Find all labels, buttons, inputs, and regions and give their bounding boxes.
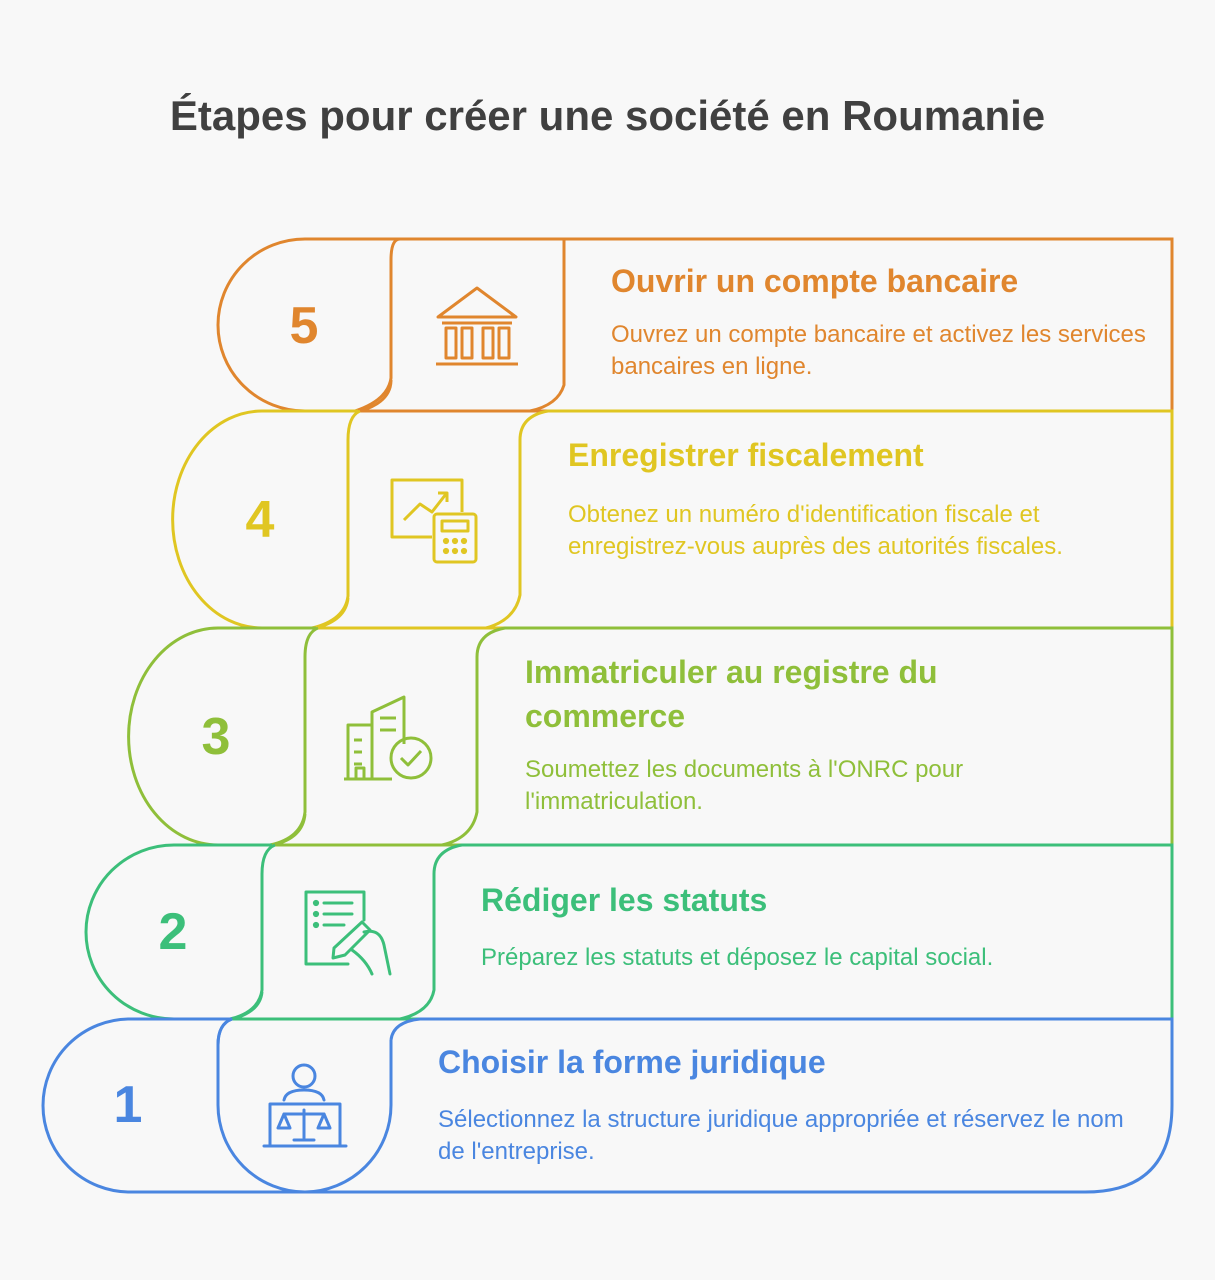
step-5-description: Ouvrez un compte bancaire et activez les services bancaires en ligne.	[611, 321, 1146, 380]
step-1-number: 1	[113, 1076, 143, 1134]
step-1-description: Sélectionnez la structure juridique appropriée et réservez le nom de l'entreprise.	[438, 1106, 1124, 1165]
step-3-description: Soumettez les documents à l'ONRC pour l'immatriculation.	[525, 756, 964, 815]
step-2-number: 2	[158, 903, 188, 961]
step-5-number: 5	[289, 297, 319, 355]
step-5-title: Ouvrir un compte bancaire	[611, 263, 1019, 299]
step-1-text	[438, 1040, 1138, 1168]
step-3-text	[525, 650, 1025, 818]
step-2-title: Rédiger les statuts	[481, 882, 768, 918]
step-4-title: Enregistrer fiscalement	[568, 437, 924, 473]
step-2-text	[481, 878, 1141, 974]
legal-scale-person-icon	[264, 1065, 346, 1146]
step-3-number: 3	[201, 708, 231, 766]
step-4-text	[568, 433, 1138, 563]
page-title: Étapes pour créer une société en Roumanie	[169, 92, 1046, 139]
step-5-text	[611, 259, 1151, 383]
step-3-title: Immatriculer au registre du commerce	[525, 654, 938, 734]
step-1-title: Choisir la forme juridique	[438, 1044, 826, 1080]
building-checkmark-icon	[344, 697, 431, 779]
bank-icon	[436, 288, 518, 364]
step-4-description: Obtenez un numéro d'identification fiscale et enregistrez-vous auprès des autorités fiscales.	[568, 501, 1063, 560]
step-4-number: 4	[245, 491, 275, 549]
chart-calculator-icon	[392, 480, 476, 562]
document-signing-icon	[306, 892, 390, 974]
step-2-description: Préparez les statuts et déposez le capital social.	[481, 944, 994, 971]
